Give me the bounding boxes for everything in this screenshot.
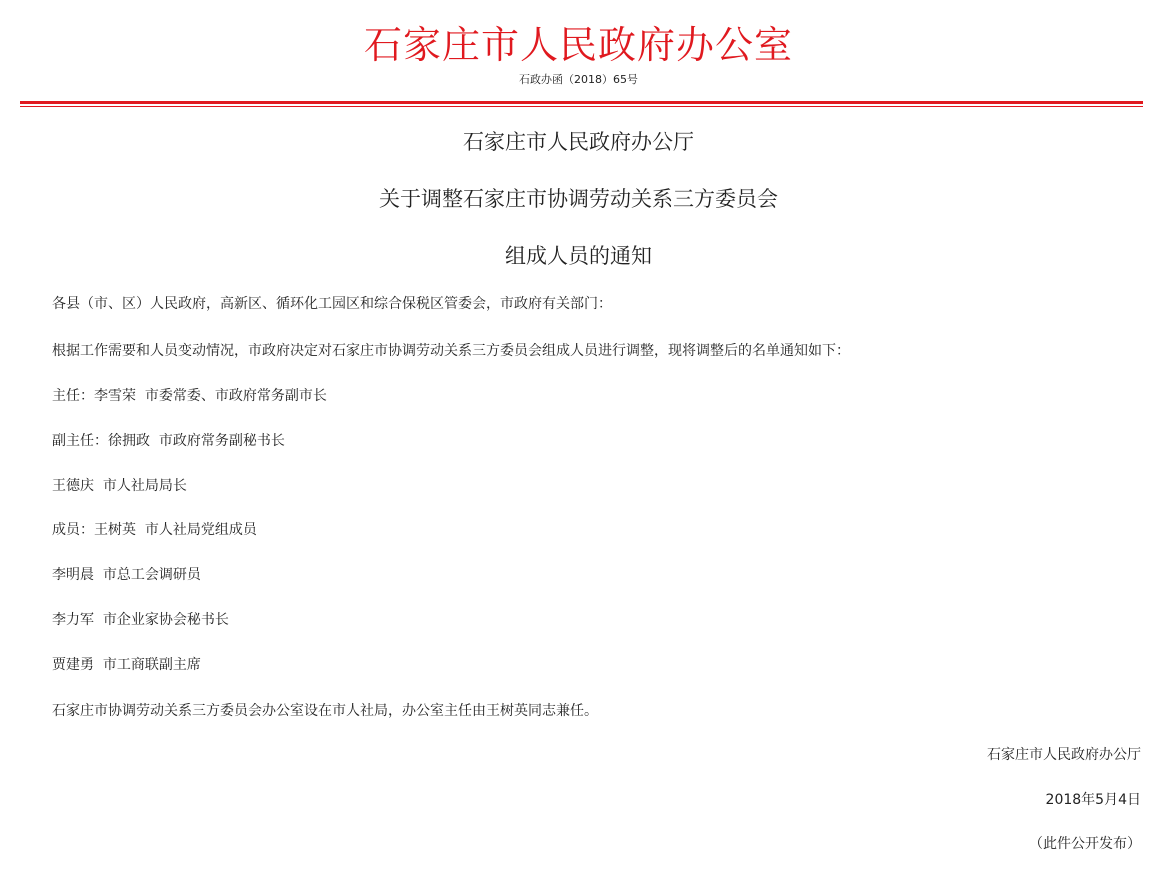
title-line-subject: 关于调整石家庄市协调劳动关系三方委员会: [379, 187, 778, 211]
member-line: 贾建勇 市工商联副主席: [52, 657, 201, 673]
red-divider-thick: [20, 101, 1143, 104]
issue-date: 2018年5月4日: [1045, 792, 1141, 808]
document-number: 石政办函（2018）65号: [519, 73, 638, 86]
member-line: 成员：王树英 市人社局党组成员: [52, 522, 257, 538]
title-line-issuer: 石家庄市人民政府办公厅: [463, 130, 694, 154]
office-note-paragraph: 石家庄市协调劳动关系三方委员会办公室设在市人社局，办公室主任由王树英同志兼任。: [52, 703, 598, 719]
intro-paragraph: 根据工作需要和人员变动情况，市政府决定对石家庄市协调劳动关系三方委员会组成人员进行调整，现将调整后的名单通知如下：: [52, 343, 850, 359]
red-divider-thin: [20, 106, 1143, 107]
title-line-notice: 组成人员的通知: [505, 244, 652, 268]
member-line: 李明晨 市总工会调研员: [52, 567, 201, 583]
member-line: 王德庆 市人社局局长: [52, 478, 187, 494]
member-line: 李力军 市企业家协会秘书长: [52, 612, 229, 628]
masthead-title: 石家庄市人民政府办公室: [363, 23, 793, 67]
member-line: 副主任：徐拥政 市政府常务副秘书长: [52, 433, 285, 449]
issuer-signature: 石家庄市人民政府办公厅: [987, 747, 1141, 763]
publish-note: （此件公开发布）: [1029, 836, 1141, 852]
member-line: 主任：李雪荣 市委常委、市政府常务副市长: [52, 388, 327, 404]
addressee-paragraph: 各县（市、区）人民政府，高新区、循环化工园区和综合保税区管委会，市政府有关部门：: [52, 296, 612, 312]
